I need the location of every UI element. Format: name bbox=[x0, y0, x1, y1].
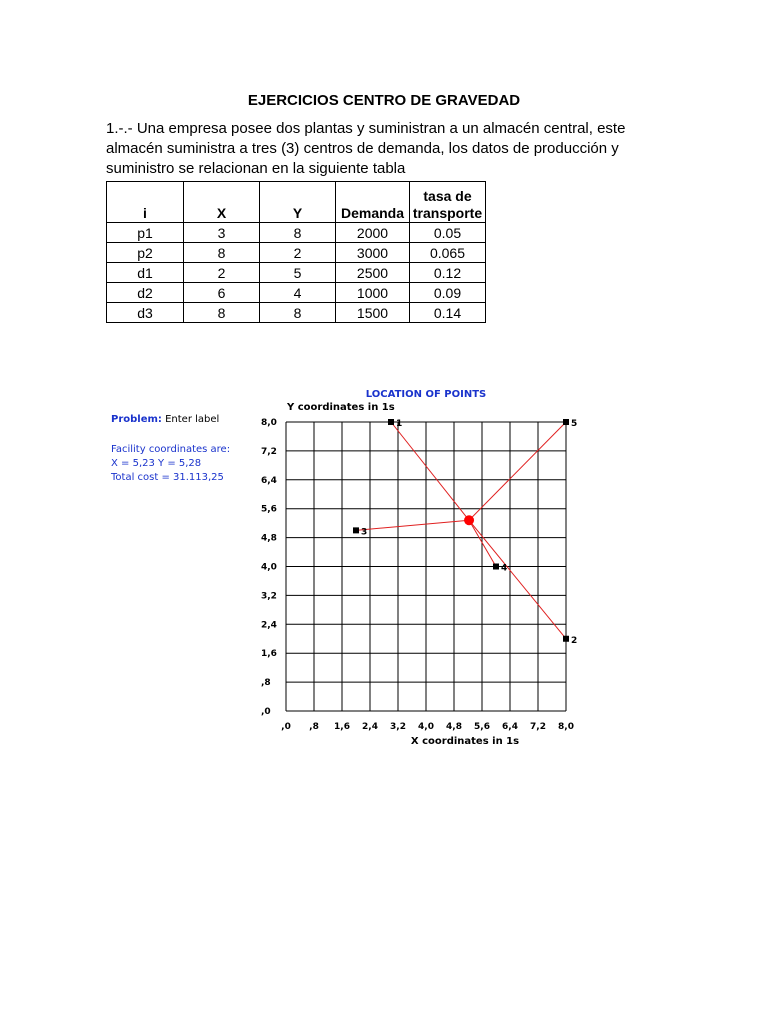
header-tasa: tasa de transporte bbox=[410, 182, 486, 223]
location-point bbox=[563, 419, 569, 425]
header-x: X bbox=[184, 182, 260, 223]
table-cell: 2500 bbox=[336, 263, 410, 283]
table-cell: 8 bbox=[260, 303, 336, 323]
location-point bbox=[388, 419, 394, 425]
table-cell: d1 bbox=[107, 263, 184, 283]
table-row bbox=[107, 283, 486, 303]
point-label: 4 bbox=[501, 563, 508, 574]
y-tick-label: 5,6 bbox=[261, 504, 277, 515]
x-tick-label: 4,0 bbox=[418, 722, 434, 732]
facility-heading: Facility coordinates are: bbox=[111, 444, 231, 455]
x-tick-label: 8,0 bbox=[558, 722, 574, 732]
location-point bbox=[563, 636, 569, 642]
problem-line bbox=[111, 414, 219, 425]
y-tick-label: ,8 bbox=[261, 678, 271, 689]
table-cell: d2 bbox=[107, 283, 184, 303]
connection-line bbox=[391, 422, 469, 520]
location-chart bbox=[240, 380, 600, 750]
x-tick-label: 3,2 bbox=[390, 722, 406, 732]
table-cell: p1 bbox=[107, 223, 184, 243]
demand-table bbox=[106, 181, 486, 323]
table-cell: 0.065 bbox=[410, 243, 486, 263]
y-tick-label: 4,0 bbox=[261, 562, 277, 573]
table-cell: p2 bbox=[107, 243, 184, 263]
document-title: EJERCICIOS CENTRO DE GRAVEDAD bbox=[247, 92, 521, 109]
connection-line bbox=[469, 422, 566, 520]
table-cell: 0.09 bbox=[410, 283, 486, 303]
header-demanda: Demanda bbox=[336, 182, 410, 223]
intro-paragraph: 1.-.- Una empresa posee dos plantas y suministran a un almacén central, este almacén suministra a tres (3) centros de demanda, los datos de producción y suministro se relacionan en la siguiente tabla bbox=[106, 120, 626, 177]
table-cell: 2 bbox=[184, 263, 260, 283]
location-point bbox=[493, 564, 499, 570]
y-tick-label: 8,0 bbox=[261, 418, 277, 428]
problem-value: Enter label bbox=[165, 414, 220, 425]
table-cell: 2000 bbox=[336, 223, 410, 243]
x-tick-label: 6,4 bbox=[502, 722, 518, 732]
table-row bbox=[107, 303, 486, 323]
table-header-row bbox=[107, 182, 486, 223]
y-tick-label: 1,6 bbox=[261, 649, 277, 660]
table-cell: 5 bbox=[260, 263, 336, 283]
x-tick-label: 2,4 bbox=[362, 722, 378, 732]
x-tick-label: ,8 bbox=[309, 722, 319, 732]
header-y: Y bbox=[260, 182, 336, 223]
x-tick-label: ,0 bbox=[281, 722, 291, 732]
total-cost: Total cost = 31.113,25 bbox=[111, 472, 224, 483]
table-cell: 2 bbox=[260, 243, 336, 263]
table-cell: 4 bbox=[260, 283, 336, 303]
y-tick-label: 7,2 bbox=[261, 446, 277, 457]
table-row bbox=[107, 263, 486, 283]
y-axis-label: Y coordinates in 1s bbox=[287, 402, 395, 413]
point-label: 3 bbox=[361, 527, 368, 538]
y-tick-label: 2,4 bbox=[261, 620, 277, 631]
point-label: 5 bbox=[571, 419, 578, 429]
header-i: i bbox=[107, 182, 184, 223]
table-cell: 1500 bbox=[336, 303, 410, 323]
table-cell: d3 bbox=[107, 303, 184, 323]
y-tick-label: 4,8 bbox=[261, 533, 277, 544]
point-label: 2 bbox=[571, 635, 578, 646]
facility-point bbox=[464, 515, 474, 525]
x-tick-label: 5,6 bbox=[474, 722, 490, 732]
x-tick-label: 7,2 bbox=[530, 722, 546, 732]
table-cell: 8 bbox=[184, 243, 260, 263]
table-cell: 6 bbox=[184, 283, 260, 303]
location-point bbox=[353, 527, 359, 533]
table-row bbox=[107, 223, 486, 243]
table-cell: 0.05 bbox=[410, 223, 486, 243]
x-tick-label: 1,6 bbox=[334, 722, 350, 732]
table-cell: 8 bbox=[184, 303, 260, 323]
table-cell: 0.12 bbox=[410, 263, 486, 283]
y-tick-label: 3,2 bbox=[261, 591, 277, 602]
chart-title: LOCATION OF POINTS bbox=[365, 389, 487, 400]
y-tick-label: ,0 bbox=[261, 707, 271, 717]
point-label: 1 bbox=[396, 419, 403, 429]
table-cell: 3 bbox=[184, 223, 260, 243]
y-tick-label: 6,4 bbox=[261, 475, 277, 486]
table-row bbox=[107, 243, 486, 263]
problem-label: Problem: bbox=[111, 414, 162, 425]
x-tick-label: 4,8 bbox=[446, 722, 462, 732]
table-cell: 1000 bbox=[336, 283, 410, 303]
table-cell: 3000 bbox=[336, 243, 410, 263]
facility-coordinates: X = 5,23 Y = 5,28 bbox=[111, 458, 202, 469]
table-cell: 0.14 bbox=[410, 303, 486, 323]
connection-line bbox=[356, 520, 469, 530]
connection-line bbox=[469, 520, 496, 566]
x-axis-label: X coordinates in 1s bbox=[410, 736, 520, 747]
table-cell: 8 bbox=[260, 223, 336, 243]
